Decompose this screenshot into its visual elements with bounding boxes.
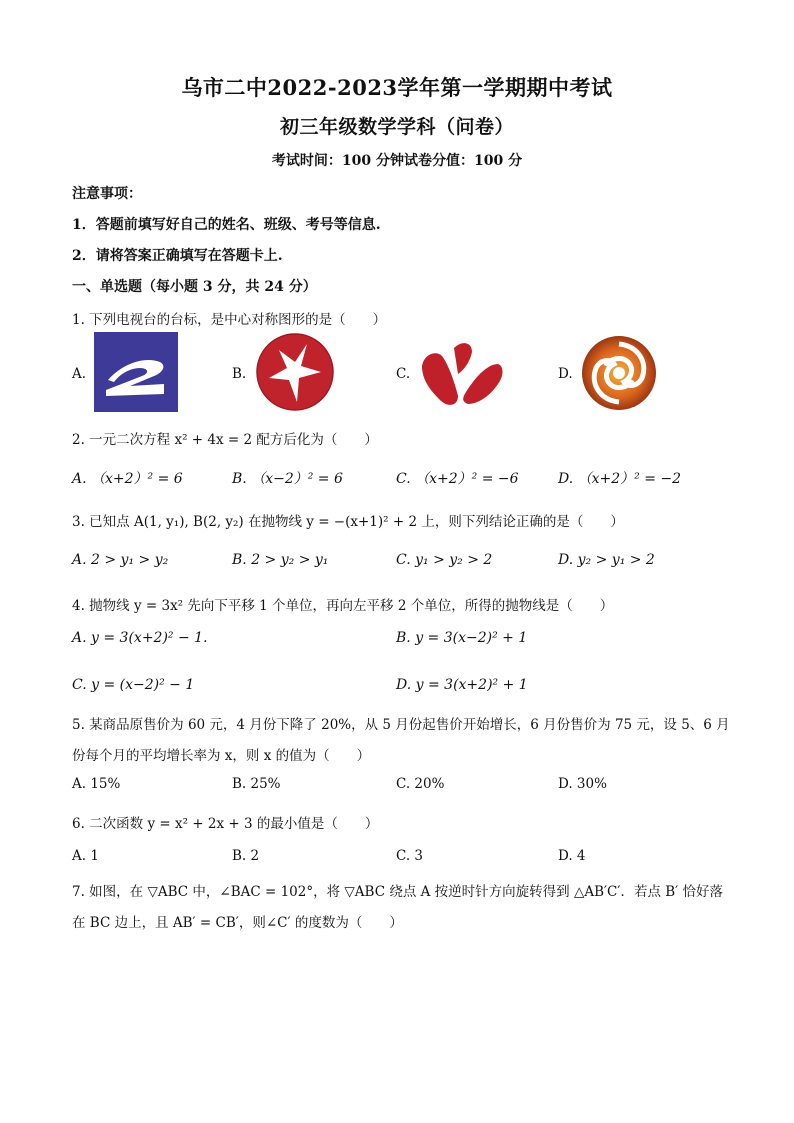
question-2-stem: 2. 一元二次方程 x² + 4x = 2 配方后化为（ ） (72, 432, 378, 448)
question-4-stem: 4. 抛物线 y = 3x² 先向下平移 1 个单位，再向左平移 2 个单位，所得的抛物线是（ ） (72, 598, 614, 614)
q6-option-b: B. 2 (232, 848, 260, 864)
q2-option-c: C. （x+2）² = −6 (396, 471, 519, 487)
exam-title: 乌市二中2022-2023学年第一学期期中考试 (181, 75, 613, 100)
q6-option-a: A. 1 (72, 848, 99, 864)
q4-option-b: B. y = 3(x−2)² + 1 (396, 630, 528, 646)
q1-option-b-label: B. (232, 366, 247, 382)
question-3-stem: 3. 已知点 A(1, y₁), B(2, y₂) 在抛物线 y = −(x+1)² + 2 上，则下列结论正确的是（ ） (72, 514, 624, 530)
q4-option-a: A. y = 3(x+2)² − 1. (72, 630, 208, 646)
q6-option-c: C. 3 (396, 848, 424, 864)
q5-option-b: B. 25% (232, 776, 281, 792)
q5-option-d: D. 30% (558, 776, 607, 792)
question-5-line-2: 份每个月的平均增长率为 x，则 x 的值为（ ） (72, 748, 371, 764)
exam-subtitle: 初三年级数学学科（问卷） (279, 116, 514, 138)
q2-option-d: D. （x+2）² = −2 (558, 471, 682, 487)
notes-item-2: 2．请将答案正确填写在答题卡上. (72, 248, 283, 264)
q4-option-c: C. y = (x−2)² − 1 (72, 677, 195, 693)
zhejiang-tv-logo-icon (94, 332, 178, 412)
q1-option-a-label: A. (72, 366, 87, 382)
q5-option-c: C. 20% (396, 776, 445, 792)
section-1-heading: 一、单选题（每小题 3 分，共 24 分） (72, 279, 317, 295)
q6-option-d: D. 4 (558, 848, 586, 864)
star-tv-logo-icon (255, 332, 335, 412)
q3-option-d: D. y₂ > y₁ > 2 (558, 552, 655, 568)
q3-option-b: B. 2 > y₂ > y₁ (232, 552, 329, 568)
q2-option-b: B. （x−2）² = 6 (232, 471, 343, 487)
question-1-stem: 1. 下列电视台的台标，是中心对称图形的是（ ） (72, 312, 387, 328)
question-5-line-1: 5. 某商品原售价为 60 元，4 月份下降了 20%，从 5 月份起售价开始增长，6 月份售价为 75 元，设 5、6 月 (72, 717, 730, 733)
q2-option-a: A. （x+2）² = 6 (72, 471, 183, 487)
notes-heading: 注意事项： (72, 186, 142, 202)
notes-item-1: 1．答题前填写好自己的姓名、班级、考号等信息. (72, 217, 381, 233)
question-7-line-2: 在 BC 边上，且 AB′ = CB′，则∠C′ 的度数为（ ） (72, 915, 403, 931)
question-6-stem: 6. 二次函数 y = x² + 2x + 3 的最小值是（ ） (72, 816, 379, 832)
hunan-tv-logo-icon (418, 340, 504, 410)
exam-meta: 考试时间：100 分钟试卷分值：100 分 (271, 153, 523, 169)
phoenix-tv-logo-icon (580, 334, 658, 412)
q3-option-c: C. y₁ > y₂ > 2 (396, 552, 493, 568)
q3-option-a: A. 2 > y₁ > y₂ (72, 552, 169, 568)
q1-option-d-label: D. (558, 366, 573, 382)
q4-option-d: D. y = 3(x+2)² + 1 (396, 677, 528, 693)
q1-option-c-label: C. (396, 366, 411, 382)
q5-option-a: A. 15% (72, 776, 121, 792)
question-7-line-1: 7. 如图，在 ▽ABC 中，∠BAC = 102°，将 ▽ABC 绕点 A 按逆时针方向旋转得到 △AB′C′．若点 B′ 恰好落 (72, 884, 724, 900)
